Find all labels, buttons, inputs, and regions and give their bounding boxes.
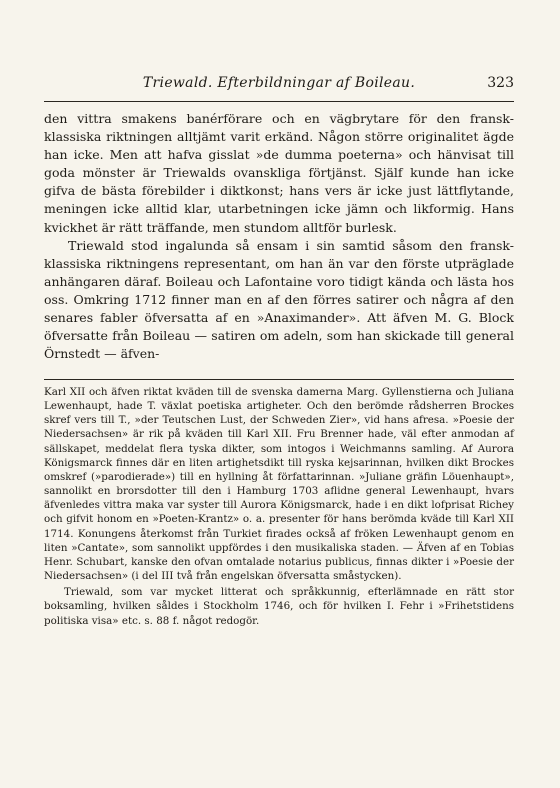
main-text (44, 110, 514, 363)
footnote-paragraph: Triewald, som var mycket litterat och språkkunnig, efterlämnade en rätt stor boksamling, hvilken såldes i Stockholm 1746, och för hvilken I. Fehr i »Frihetstidens politiska visa» etc. s. 88 f. något redogör. (44, 586, 514, 627)
footnote-paragraph: Karl XII och äfven riktat kväden till de svenska damerna Marg. Gyllenstierna och Juliana Lewenhaupt, hade T. växlat poetiska artigheter. Och den berömde rådsherren Brockes skref vers till T., »der Teutschen Lust, der Schweden Zier», vid hans afresa. »Poesie der Niedersachsen» är rik på kväden till Karl XII. Fru Brenner hade, väl efter anmodan af sällskapet, meddelat flera tyska dikter, som intogos i Weichmanns samling. Af Aurora Königsmarck finnes där en liten artighetsdikt till ryska kejsarinnan, hvilken dikt Brockes omskref (»parodierade») till en hyllning åt författarinnan. »Juliane gräfin Löuenhaupt», sannolikt en brorsdotter till den i Hamburg 1703 aflidne general Lewenhaupt, hvars äfvenledes vittra maka var syster till Aurora Königsmarck, hade i en dikt lofprisat Richey och gifvit honom en »Poeten-Krantz» o. a. presenter för hans berömda kväde till Karl XII 1714. Konungens återkomst från Turkiet firades också af fröken Lewenhaupt genom en liten »Cantate», som sannolikt uppfördes i den musikaliska staden. — Äfven af en Tobias Henr. Schubart, kanske den ofvan omtalade notarius publicus, finnas dikter i »Poesie der Niedersachsen» (i del III två från engelskan öfversatta småstycken). (44, 386, 514, 583)
footnotes (44, 385, 514, 628)
running-header-title: Triewald. Efterbildningar af Boileau. (142, 75, 416, 91)
body-paragraph: den vittra smakens banérförare och en vägbrytare för den fransk-klassiska riktningen alltjämt varit erkänd. Någon större originalitet ägde han icke. Men att hafva gisslat »de dumma poeterna» och hänvisat till goda mönster är Triewalds ovanskliga förtjänst. Själf kunde han icke gifva de bästa förebilder i diktkonst; hans vers är icke just lättflytande, meningen icke alltid klar, utarbetningen icke jämn och likformig. Hans kvickhet är rätt träffande, men stundom alltför burlesk. (44, 111, 514, 235)
footnote-rule (44, 379, 514, 380)
running-header (44, 75, 514, 97)
page-number: 323 (487, 75, 514, 91)
header-rule (44, 101, 514, 102)
body-paragraph: Triewald stod ingalunda så ensam i sin samtid såsom den fransk-klassiska riktningens representant, om han än var den förste utpräglade anhängaren däraf. Boileau och Lafontaine voro tidigt kända och lästa hos oss. Omkring 1712 finner man en af den förres satirer och några af den senares fabler öfversatta af en »Anaximander». Att äfven M. G. Block öfversatte från Boileau — satiren om adeln, som han skickade till general Örnstedt — äfven- (44, 237, 514, 362)
